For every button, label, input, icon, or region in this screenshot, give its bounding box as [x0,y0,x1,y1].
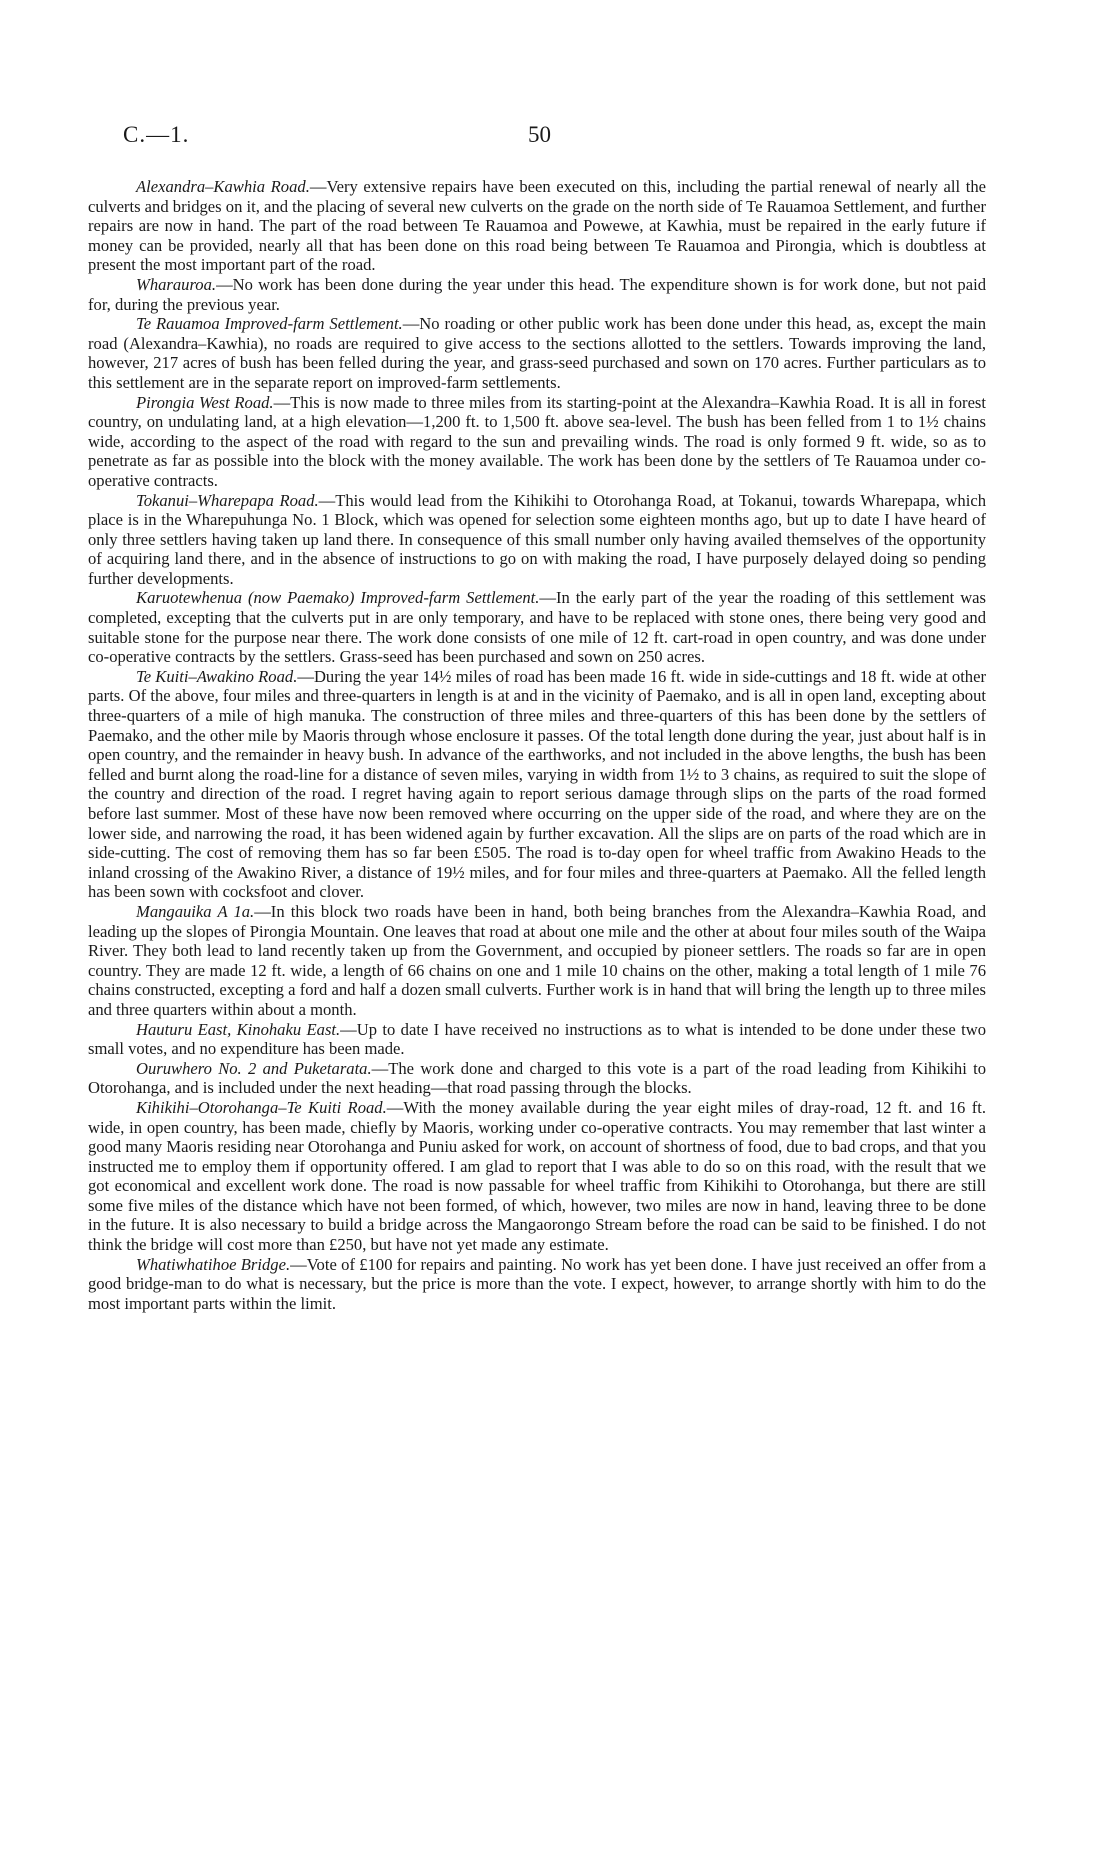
paragraph-heading: Whatiwhatihoe Bridge. [136,1254,291,1274]
paragraph-heading: Wharauroa. [136,274,217,294]
paragraph-text: —With the money available during the year eight miles of dray-road, 12 ft. and 16 ft. wide, in open country, has been made, chiefly by Maoris, working under co-operative contracts. You may remember that last winter a good many Maoris residing near Otorohanga and Puniu asked for work, on account of shortness of food, due to bad crops, and that you instructed me to employ them if opportunity offered. I am glad to report that I was able to do so on this road, with the result that we got economical and excellent work done. The road is now passable for wheel traffic from Kihikihi to Otorohanga, but there are still some five miles of the distance which have not been formed, of which, however, two miles are now in hand, leaving three to be done in the future. It is also necessary to build a bridge across the Mangaorongo Stream before the road can be said to be finished. I do not think the bridge will cost more than £250, but have not yet made any estimate. [88,1097,986,1255]
paragraph-heading: Ouruwhero No. 2 and Puketarata. [136,1058,372,1078]
paragraph-text: —In the early part of the year the roading of this settlement was completed, excepting that the culverts put in are only temporary, and have to be replaced with stone ones, there being very good and suitable stone for the purpose near there. The work done consists of one mile of 12 ft. cart-road in open country, and was done under co-operative contracts by the settlers. Grass-seed has been purchased and sown on 250 acres. [88,588,987,667]
paragraph-text: —Very extensive repairs have been executed on this, including the partial renewal of nearly all the culverts and bridges on it, and the placing of several new culverts on the grade on the north side of Te Rauamoa Settlement, and further repairs are now in hand. The part of the road between Te Rauamoa and Powewe, at Kawhia, must be repaired in the early future if money can be provided, nearly all that has been done on this road being between Te Rauamoa and Pirongia, which is doubtless at present the most important part of the road. [88,177,987,275]
paragraph-text: —During the year 14½ miles of road has been made 16 ft. wide in side-cuttings and 18 ft. wide at other parts. Of the above, four miles and three-quarters in length is at and in the vicinity of Paemako, and is all in open land, excepting about three-quarters of a mile of high manuka. The construction of three miles and three-quarters of this has been done by the settlers of Paemako, and the other mile by Maoris through whose enclosure it passes. Of the total length done during the year, just about half is in open country, and the remainder in heavy bush. In advance of the earthworks, and not included in the above lengths, the bush has been felled and burnt along the road-line for a distance of seven miles, varying in width from 1½ to 3 chains, as required to suit the slope of the country and direction of the road. I regret having again to report serious damage through slips on the parts of the road formed before last summer. Most of these have now been removed where occurring on the upper side of the road, and where they are on the lower side, and narrowing the road, it has been widened again by further excavation. All the slips are on parts of the road which are in side-cutting. The cost of removing them has so far been £505. The road is to-day open for wheel traffic from Awakino Heads to the inland crossing of the Awakino River, a distance of 19½ miles, and for four miles and three-quarters at Paemako. All the felled length has been sown with cocksfoot and clover. [88,666,986,902]
paragraph-text: —This would lead from the Kihikihi to Otorohanga Road, at Tokanui, towards Wharepapa, which place is in the Wharepuhunga No. 1 Block, which was opened for selection some eighteen months ago, but up to date I have heard of only three settlers having taken up land there. In consequence of this small number only having availed themselves of the opportunity of acquiring land there, and in the absence of instructions to go on with making the road, I have purposely delayed doing so pending further developments. [88,490,986,588]
paragraph [88,1255,986,1314]
paragraph-heading: Te Rauamoa Improved-farm Settlement. [136,314,403,334]
paragraph-text: —Vote of £100 for repairs and painting. No work has yet been done. I have just received an offer from a good bridge-man to do what is necessary, but the price is more than the vote. I expect, however, to arrange shortly with him to do the most important parts within the limit. [88,1254,986,1313]
paragraph-heading: Pirongia West Road. [136,392,274,412]
paragraph-text: —The work done and charged to this vote is a part of the road leading from Kihikihi to Otorohanga, and is included under the next heading—that road passing through the blocks. [88,1058,987,1098]
paragraph [88,1020,986,1059]
paragraph [88,491,986,589]
paragraph [88,177,986,275]
paragraph [88,393,986,491]
paragraph-text: —Up to date I have received no instructions as to what is intended to be done under these two small votes, and no expenditure has been made. [88,1019,986,1059]
paragraph-heading: Te Kuiti–Awakino Road. [136,666,298,686]
paragraph [88,902,986,1020]
paragraph-heading: Mangauika A 1a. [136,901,255,921]
paragraph [88,588,986,666]
paragraph-heading: Alexandra–Kawhia Road. [136,177,310,196]
paragraph-text: —No work has been done during the year under this head. The expenditure shown is for work done, but not paid for, during the previous year. [88,274,986,314]
paragraph-heading: Kihikihi–Otorohanga–Te Kuiti Road. [136,1097,387,1117]
paragraph [88,667,986,902]
paragraph [88,314,986,392]
paragraph-text: —In this block two roads have been in hand, both being branches from the Alexandra–Kawhia Road, and leading up the slopes of Pirongia Mountain. One leaves that road at about one mile and the other at about four miles south of the Waipa River. They both lead to land recently taken up from the Government, and occupied by pioneer settlers. The roads so far are in open country. They are made 12 ft. wide, a length of 66 chains on one and 1 mile 10 chains on the other, making a total length of 1 mile 76 chains constructed, excepting a ford and half a dozen small culverts. Further work is in hand that will bring the length up to three miles and three quarters within about a month. [88,901,987,1019]
paragraph [88,1059,986,1098]
paragraph-heading: Tokanui–Wharepapa Road. [136,490,319,510]
paragraph [88,1098,986,1255]
paragraph-text: —This is now made to three miles from its starting-point at the Alexandra–Kawhia Road. It is all in forest country, on undulating land, at a high elevation—1,200 ft. to 1,500 ft. above sea-level. The bush has been felled from 1 to 1½ chains wide, according to the aspect of the road with regard to the sun and prevailing winds. The road is only formed 9 ft. wide, so as to penetrate as far as possible into the block with the money available. The work has been done by the settlers of Te Rauamoa under co-operative contracts. [88,392,986,490]
report-body [88,177,986,1313]
paragraph [88,275,986,314]
paragraph-heading: Hauturu East, Kinohaku East. [136,1019,341,1039]
paragraph-text: —No roading or other public work has been done under this head, as, except the main road (Alexandra–Kawhia), no roads are required to give access to the sections allotted to the settlers. Towards improving the land, however, 217 acres of bush has been felled during the year, and grass-seed purchased and sown on 170 acres. Further particulars as to this settlement are in the separate report on improved-farm settlements. [88,314,986,392]
document-reference: C.—1. [123,122,190,147]
paragraph-heading: Karuotewhenua (now Paemako) Improved-farm Settlement. [136,588,540,608]
page-number: 50 [528,122,551,147]
